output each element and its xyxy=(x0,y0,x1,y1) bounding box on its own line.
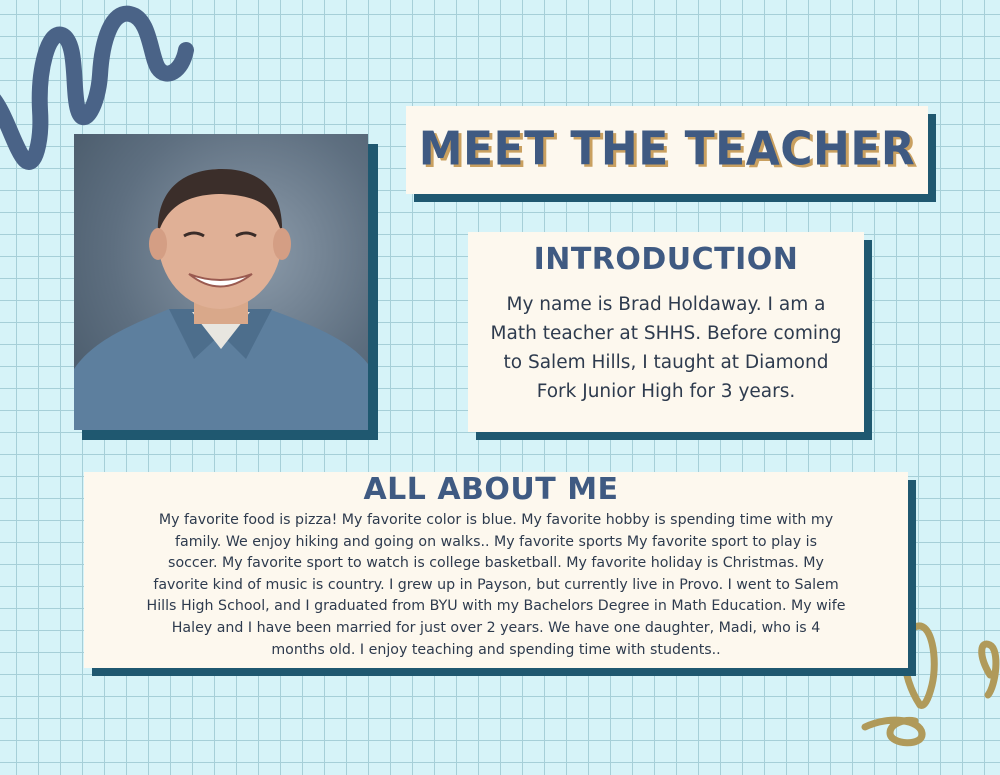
page-title: MEET THE TEACHER xyxy=(418,122,916,177)
about-line: soccer. My favorite sport to watch is college basketball. My favorite holiday is Christmas. My xyxy=(168,555,824,572)
about-heading: ALL ABOUT ME xyxy=(363,472,619,507)
about-text xyxy=(84,510,908,661)
intro-heading: INTRODUCTION xyxy=(533,242,799,277)
about-line: favorite kind of music is country. I grew up in Payson, but currently live in Provo. I went to Salem xyxy=(153,576,839,593)
about-card xyxy=(84,472,908,668)
intro-line: My name is Brad Holdaway. I am a xyxy=(506,294,826,315)
about-line: Haley and I have been married for just over 2 years. We have one daughter, Madi, who is 4 xyxy=(171,619,821,636)
intro-card xyxy=(468,232,864,432)
intro-line: Fork Junior High for 3 years. xyxy=(536,381,796,402)
intro-text xyxy=(468,290,864,406)
about-line: Hills High School, and I graduated from BYU with my Bachelors Degree in Math Education. My wife xyxy=(146,598,846,615)
header-card xyxy=(406,106,928,194)
about-line: months old. I enjoy teaching and spending time with students.. xyxy=(271,641,721,658)
about-line: My favorite food is pizza! My favorite color is blue. My favorite hobby is spending time with my xyxy=(158,512,834,528)
intro-line: to Salem Hills, I taught at Diamond xyxy=(503,352,829,373)
teacher-photo xyxy=(74,134,368,430)
about-line: family. We enjoy hiking and going on walks.. My favorite sports My favorite sport to play is xyxy=(175,533,817,550)
portrait-illustration xyxy=(74,134,368,430)
intro-line: Math teacher at SHHS. Before coming xyxy=(490,323,842,344)
